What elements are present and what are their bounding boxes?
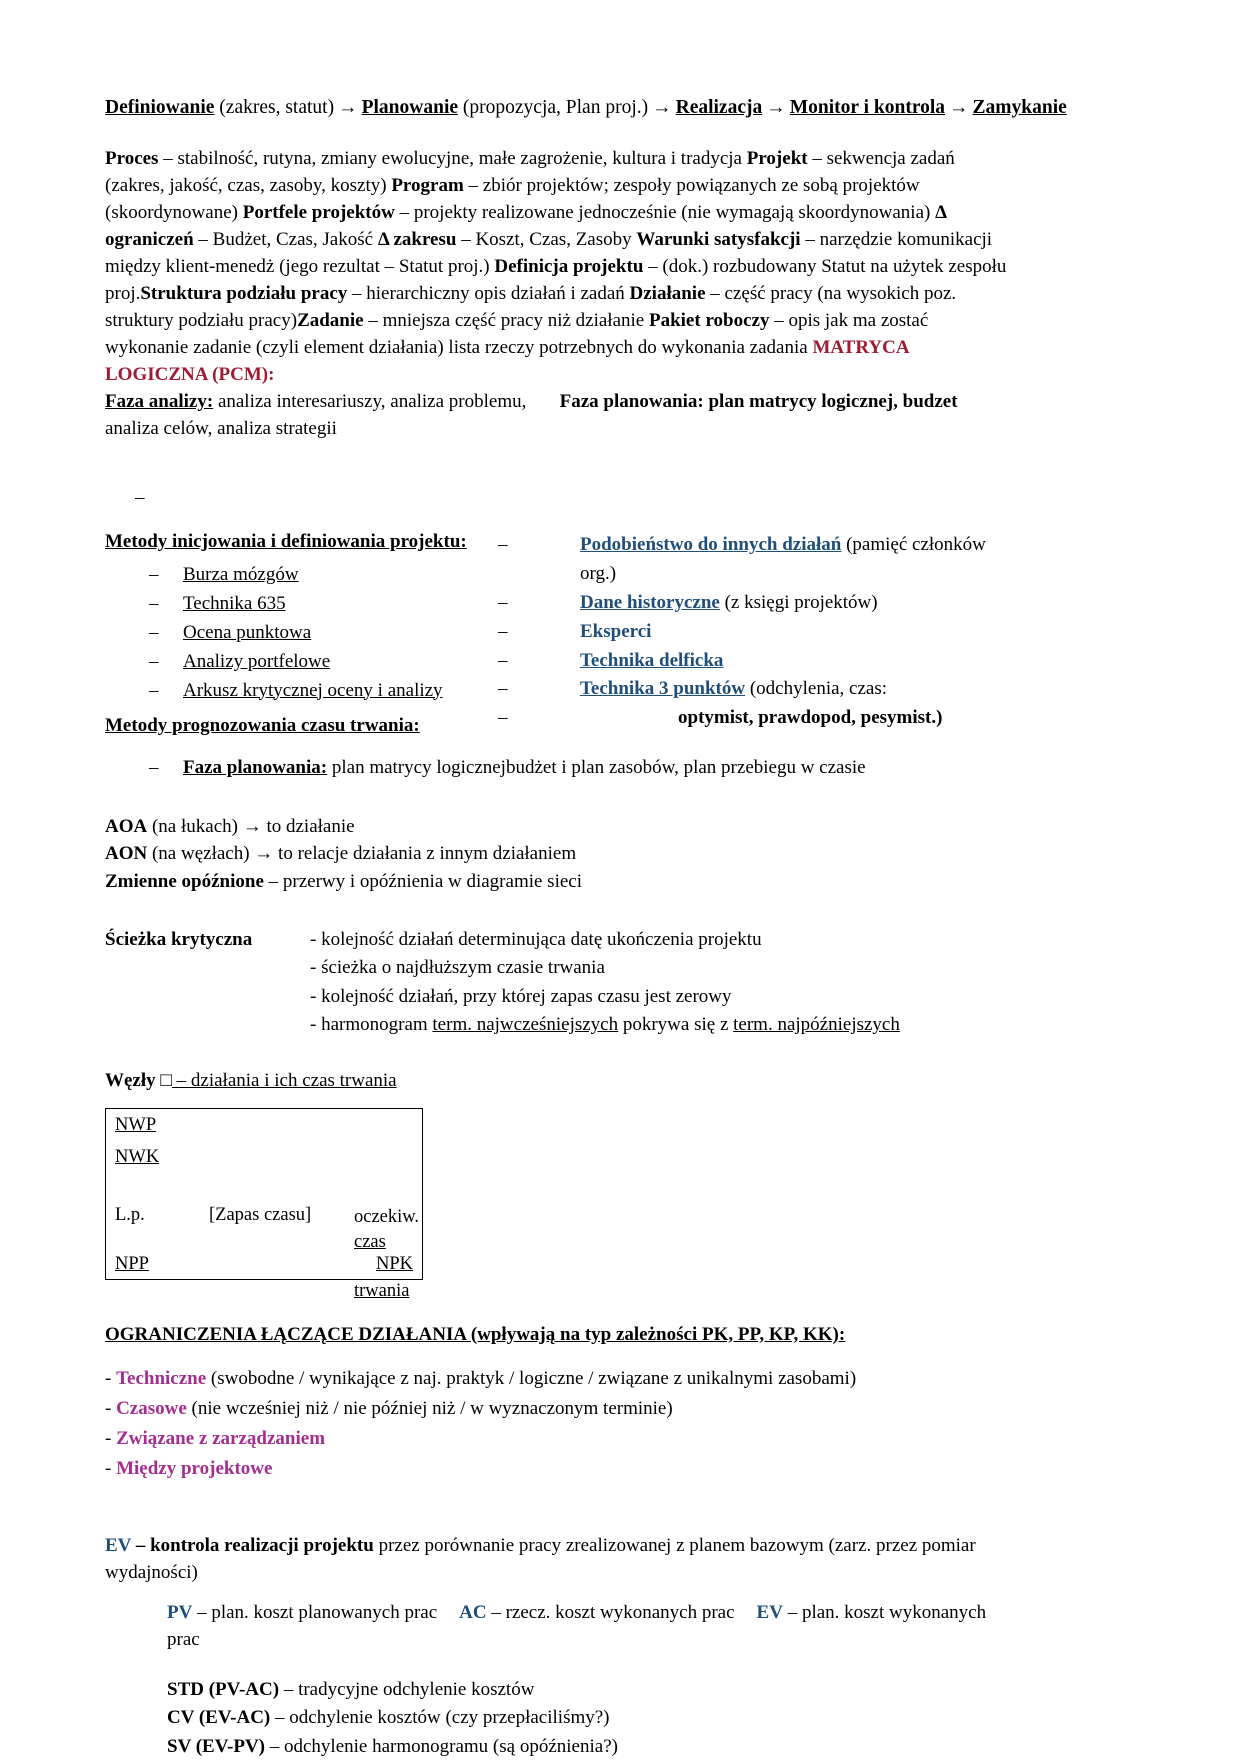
text-l8a: element działania) lista rzeczy potrzebnych do wykonania zadania	[303, 337, 813, 359]
wezly-caption	[105, 1070, 1130, 1092]
formula-text: – tradycyjne odchylenie kosztów	[279, 1678, 535, 1700]
ev-ac-abbr: AC	[459, 1601, 487, 1623]
item-dash: -	[105, 1427, 117, 1449]
list-item	[490, 647, 1010, 676]
text-l5a: (jego rezultat – Statut proj.)	[279, 256, 495, 278]
formula-label: STD (PV-AC)	[167, 1678, 280, 1700]
definitions-paragraph	[105, 146, 1010, 443]
list-item-mid: pokrywa się z	[618, 1014, 734, 1036]
aoa-line	[105, 813, 1130, 841]
node-field-zapas-czasu: [Zapas czasu]	[209, 1204, 312, 1225]
arrow-icon-3: →	[766, 97, 786, 118]
wezly-label: Węzły	[105, 1069, 156, 1091]
aon-line	[105, 840, 1130, 868]
list-item-continuation	[490, 704, 1010, 733]
text-l4e: – narzędzie komunikacji między klient-menedż	[105, 229, 993, 278]
list-item	[310, 1011, 1130, 1040]
process-flow-line	[105, 96, 1130, 120]
ev-block	[105, 1532, 1005, 1761]
ograniczenia-item	[105, 1424, 1130, 1454]
text-l9b: analiza interesariuszy, analiza problemu,	[213, 391, 527, 413]
term-proces: Proces	[105, 148, 159, 170]
list-item: - kolejność działań determinująca datę ukończenia projektu	[310, 928, 762, 950]
faza-text: plan matrycy logicznejbudżet i plan zasobów, plan przebiegu w czasie	[327, 757, 866, 779]
list-item-label: Analizy portfelowe	[183, 650, 331, 672]
node-field-nwk: NWK	[115, 1146, 160, 1167]
methods-left-column	[105, 531, 495, 737]
flow-step-planowanie: Planowanie	[361, 97, 459, 118]
critical-path-list	[310, 926, 1130, 1040]
list-item-note: (pamięć członków org.)	[580, 534, 986, 584]
ev-text: przez porównanie pracy zrealizowanej z planem bazowym (zarz. przez pomiar	[373, 1534, 976, 1556]
term-matryca-logiczna: MATRYCA LOGICZNA (PCM):	[105, 337, 909, 386]
square-icon: □	[160, 1069, 172, 1091]
text-l2c: – zbiór projektów; zespoły powiązanych ze sobą projektów (skoordynowane)	[105, 175, 920, 224]
text-l10: analiza celów, analiza strategii	[105, 418, 337, 440]
ev-pv-text: – plan. koszt planowanych prac	[192, 1601, 438, 1623]
item-text: (nie wcześniej niż / nie później niż / w wyznaczonym terminie)	[186, 1397, 673, 1419]
item-label: Techniczne	[116, 1367, 207, 1389]
arrow-icon-1: →	[338, 97, 358, 118]
term-program: Program	[391, 175, 464, 197]
zmienne-label: Zmienne opóźnione	[105, 871, 264, 892]
list-item	[490, 531, 1010, 589]
formula-label: SV (EV-PV)	[167, 1735, 265, 1757]
ev-pv-abbr: PV	[167, 1601, 193, 1623]
flow-step-definiowanie: Definiowanie	[105, 97, 215, 118]
flow-step-realizacja: Realizacja	[675, 97, 763, 118]
ograniczenia-block	[105, 1324, 1130, 1484]
list-item	[105, 561, 495, 590]
faza-planowania-block	[105, 754, 1130, 783]
ev-abbr: EV	[105, 1534, 132, 1556]
methods-two-column-block	[105, 531, 1130, 737]
item-label: Związane z zarządzaniem	[116, 1427, 326, 1449]
list-item	[105, 677, 495, 706]
methods-right-column	[490, 531, 1010, 733]
ev-formula-row	[167, 1733, 1005, 1761]
text-l7a: pracy)	[248, 310, 298, 332]
ev-ev-text: – plan. koszt wykonanych prac	[167, 1601, 987, 1651]
ograniczenia-item	[105, 1364, 1130, 1394]
methods-forecasting-header: Metody prognozowania czasu trwania:	[105, 715, 420, 737]
list-item-underline-2: term. najpóźniejszych	[733, 1014, 900, 1036]
ev-text-cont: wydajności)	[105, 1562, 198, 1584]
arrow-icon-2: →	[652, 97, 672, 118]
term-portfele: Portfele projektów	[242, 202, 395, 224]
list-item	[105, 754, 1130, 783]
ev-ac-text: – rzecz. koszt wykonanych prac	[486, 1601, 735, 1623]
list-item-note: (z księgi projektów)	[719, 591, 878, 613]
aon-abbr: AON	[105, 843, 148, 865]
list-item	[105, 648, 495, 677]
text-l7c: – mniejsza część pracy niż działanie	[363, 310, 649, 332]
list-item	[105, 590, 495, 619]
list-item	[490, 675, 1010, 704]
critical-path-label: Ścieżka krytyczna	[105, 928, 253, 950]
text-l4c: – Koszt, Czas, Zasoby	[456, 229, 637, 251]
wezly-block	[105, 1069, 1130, 1301]
methods-initiation-header: Metody inicjowania i definiowania projektu:	[105, 531, 467, 553]
list-item-label: Technika delficka	[580, 649, 724, 671]
arrow-icon-4: →	[949, 97, 969, 118]
lone-dash-marker: –	[135, 487, 145, 509]
aon-text: (na węzłach) → to relacje działania z innym działaniem	[147, 843, 577, 865]
czas-line-1: oczekiw.	[354, 1207, 420, 1228]
list-item-label: optymist, prawdopod, pesymist.)	[678, 707, 943, 729]
item-dash: -	[105, 1457, 117, 1479]
list-item	[490, 589, 1010, 618]
flow-step-zamykanie: Zamykanie	[972, 97, 1067, 118]
text-l4a: Czas, Jakość	[275, 229, 378, 251]
list-item-label: Ocena punktowa	[183, 621, 312, 643]
critical-path-block	[105, 926, 1130, 1040]
term-ograniczen: Δ ograniczeń	[105, 202, 946, 251]
aoa-abbr: AOA	[105, 815, 148, 837]
term-struktura: Struktura	[140, 283, 222, 305]
methods-forecasting-list	[490, 531, 1010, 733]
text-l6b: – hierarchiczny opis działań i zadań	[347, 283, 630, 305]
flow-step-monitor: Monitor i kontrola	[789, 97, 946, 118]
list-item-label: Podobieństwo do innych działań	[580, 534, 842, 556]
list-item: - ścieżka o najdłuższym czasie trwania	[310, 957, 605, 979]
term-faza-planowania-head: Faza planowania: plan matrycy logicznej, budzet	[559, 391, 958, 413]
text-l7e: – opis jak ma zostać wykonanie zadanie (czyli	[105, 310, 929, 359]
item-label: Między projektowe	[116, 1457, 273, 1479]
node-field-nwp: NWP	[115, 1114, 157, 1135]
text-l5c: – (dok.) rozbudowany Statut na użytek zespołu proj.	[105, 256, 1007, 305]
node-field-npp: NPP	[115, 1253, 149, 1274]
zmienne-text: – przerwy i opóźnienia w diagramie sieci	[263, 871, 583, 892]
ev-formulas	[167, 1676, 1005, 1761]
node-field-lp: L.p.	[115, 1204, 145, 1225]
text-l1b: – stabilność, rutyna, zmiany ewolucyjne, małe zagrożenie, kultura i tradycja	[158, 148, 747, 170]
list-item-label: Technika 3 punktów	[580, 678, 746, 700]
flow-note-2: (propozycja, Plan proj.)	[462, 97, 649, 118]
list-item-label: Technika 635	[183, 592, 286, 614]
term-pakiet-roboczy: Pakiet roboczy	[648, 310, 770, 332]
formula-label: CV (EV-AC)	[167, 1707, 271, 1729]
ev-formula-row	[167, 1704, 1005, 1733]
list-item-pre: - harmonogram	[310, 1014, 433, 1036]
item-label: Czasowe	[116, 1397, 187, 1419]
ev-ev-abbr: EV	[756, 1601, 783, 1623]
node-field-npk: NPK	[375, 1253, 413, 1274]
term-zadanie: Zadanie	[297, 310, 364, 332]
item-dash: -	[105, 1397, 117, 1419]
methods-initiation-list	[105, 561, 495, 705]
item-text: (swobodne / wynikające z naj. praktyk / logiczne / związane z unikalnymi zasobami)	[206, 1367, 857, 1389]
formula-text: – odchylenie harmonogramu (są opóźnienia?)	[265, 1735, 618, 1757]
wezly-text: – działania i ich czas trwania	[171, 1069, 397, 1091]
item-dash: -	[105, 1367, 117, 1389]
list-item-label: Burza mózgów	[183, 564, 299, 586]
ograniczenia-item	[105, 1394, 1130, 1424]
list-item: - kolejność działań, przy której zapas czasu jest zerowy	[310, 985, 732, 1007]
term-podzialu-pracy: podziału pracy	[226, 283, 348, 305]
term-dzialanie: Działanie	[629, 283, 706, 305]
formula-text: – odchylenie kosztów (czy przepłaciliśmy?)	[270, 1707, 610, 1729]
text-l1d: – sekwencja zadań (zakres,	[105, 148, 955, 197]
term-zakresu: Δ zakresu	[377, 229, 457, 251]
text-l6d: – część pracy (na wysokich poz. struktury podziału	[105, 283, 957, 332]
list-item	[105, 619, 495, 648]
term-projekt: Projekt	[746, 148, 808, 170]
list-item-underline-1: term. najwcześniejszych	[432, 1014, 619, 1036]
ograniczenia-title: OGRANICZENIA ŁĄCZĄCE DZIAŁANIA (wpływają na typ zależności PK, PP, KP, KK):	[105, 1323, 846, 1345]
czas-line-3: trwania	[354, 1280, 410, 1301]
ograniczenia-item	[105, 1454, 1130, 1484]
ev-definitions-inline	[167, 1599, 1005, 1654]
term-faza-analizy: Faza analizy:	[105, 391, 214, 413]
ev-intro	[105, 1532, 1005, 1587]
text-l3d: – Budżet,	[193, 229, 272, 251]
text-l2a: jakość, czas, zasoby, koszty)	[169, 175, 392, 197]
faza-planowania-list	[105, 754, 1130, 783]
zmienne-line	[105, 868, 1130, 896]
term-definicja-projektu: Definicja projektu	[494, 256, 644, 278]
aoa-text: (na łukach) → to działanie	[147, 815, 355, 837]
aoa-aon-block	[105, 813, 1130, 896]
list-item	[490, 618, 1010, 647]
ev-bold-text: – kontrola realizacji projektu	[131, 1534, 374, 1556]
node-diagram-box	[105, 1108, 423, 1301]
list-item-label: Dane historyczne	[580, 591, 720, 613]
list-item-label: Arkusz krytycznej oceny i analizy	[183, 679, 443, 701]
czas-line-2: czas	[354, 1231, 386, 1252]
term-warunki-satysfakcji: Warunki satysfakcji	[636, 229, 801, 251]
text-l3b: – projekty realizowane jednocześnie (nie wymagają skoordynowania)	[394, 202, 936, 224]
faza-label: Faza planowania:	[183, 757, 328, 779]
flow-note-1: (zakres, statut)	[219, 97, 335, 118]
ev-formula-row	[167, 1676, 1005, 1705]
list-item-note: (odchylenia, czas:	[745, 678, 887, 700]
list-item-label: Eksperci	[580, 620, 652, 642]
